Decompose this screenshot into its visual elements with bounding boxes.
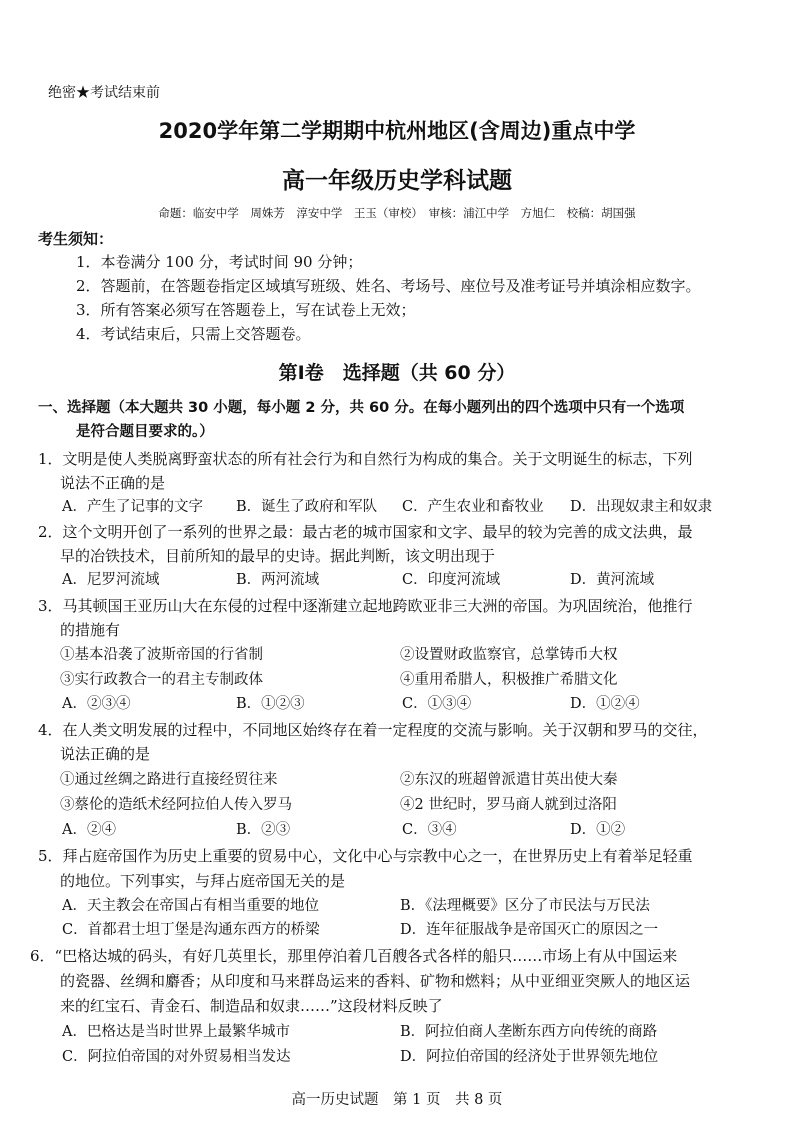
option-b: B．阿拉伯商人垄断东西方向传统的商路 (400, 1024, 658, 1040)
confidential-mark: 绝密★考试结束前 (48, 85, 160, 101)
option-c: C．产生农业和畜牧业 (402, 499, 544, 515)
option-a: A．巴格达是当时世界上最繁华城市 (62, 1024, 290, 1040)
option-c: C．印度河流域 (402, 572, 501, 588)
statement: ④2 世纪时，罗马商人就到过洛阳 (400, 797, 617, 813)
exam-subtitle: 高一年级历史学科试题 (282, 168, 512, 194)
option-b: B．②③ (236, 822, 291, 838)
option-b: B．两河流域 (236, 572, 320, 588)
question-text: 3．马其顿国王亚历山大在东侵的过程中逐渐建立起地跨欧亚非三大洲的帝国。为巩固统治，他推行 (38, 597, 693, 615)
notice-item: 1．本卷满分 100 分，考试时间 90 分钟； (76, 253, 363, 271)
question-text: 早的冶铁技术，目前所知的最早的史诗。据此判断，该文明出现于 (60, 547, 496, 565)
section-instruction: 一、选择题（本大题共 30 小题，每小题 2 分，共 60 分。在每小题列出的四个选项中只有一个选项 (38, 400, 685, 416)
question-text: 2．这个文明开创了一系列的世界之最：最古老的城市国家和文字、最早的较为完善的成文法典，最 (38, 523, 693, 541)
option-c: C．①③④ (402, 696, 472, 712)
option-d: D．黄河流域 (570, 572, 655, 588)
section-title: 第Ⅰ卷 选择题（共 60 分） (278, 362, 516, 384)
question-text: 的措施有 (60, 621, 121, 639)
option-b: B．①②③ (236, 696, 305, 712)
option-d: D．出现奴隶主和奴隶 (570, 499, 713, 515)
question-text: 5．拜占庭帝国作为历史上重要的贸易中心，文化中心与宗教中心之一，在世界历史上有着举足轻重 (38, 847, 693, 865)
section-instruction: 是符合题目要求的。） (76, 424, 214, 440)
question-text: 1．文明是使人类脱离野蛮状态的所有社会行为和自然行为构成的集合。关于文明诞生的标志，下列 (38, 450, 693, 468)
question-text: 来的红宝石、青金石、制造品和奴隶……”这段材料反映了 (60, 997, 443, 1015)
question-text: 的地位。下列事实，与拜占庭帝国无关的是 (60, 872, 346, 890)
question-text: 6．“巴格达城的码头，有好几英里长，那里停泊着几百艘各式各样的船只……市场上有从中国运来 (30, 947, 678, 965)
statement: ①基本沿袭了波斯帝国的行省制 (60, 647, 263, 663)
option-a: A．尼罗河流域 (62, 572, 160, 588)
statement: ③蔡伦的造纸术经阿拉伯人传入罗马 (60, 797, 292, 813)
notice-heading: 考生须知： (38, 230, 114, 248)
notice-item: 2．答题前，在答题卷指定区域填写班级、姓名、考场号、座位号及准考证号并填涂相应数字。 (76, 277, 701, 295)
option-c: C．③④ (402, 822, 457, 838)
notice-item: 3．所有答案必须写在答题卷上，写在试卷上无效； (76, 301, 416, 319)
option-c: C．阿拉伯帝国的对外贸易相当发达 (62, 1049, 291, 1065)
question-text: 说法正确的是 (60, 745, 151, 763)
statement: ②设置财政监察官，总掌铸币大权 (400, 647, 618, 663)
option-d: D．连年征服战争是帝国灭亡的原因之一 (400, 922, 659, 938)
option-a: A．②④ (62, 822, 116, 838)
option-d: D．阿拉伯帝国的经济处于世界领先地位 (400, 1049, 659, 1065)
option-b: B．《法理概要》区分了市民法与万民法 (400, 898, 650, 914)
exam-title: 2020学年第二学期期中杭州地区(含周边)重点中学 (158, 119, 636, 143)
option-a: A．产生了记事的文字 (62, 499, 203, 515)
credits-line: 命题：临安中学 周姝芳 淳安中学 王玉（审校） 审核：浦江中学 方旭仁 校稿：胡国强 (158, 206, 636, 220)
statement: ④重用希腊人，积极推广希腊文化 (400, 672, 618, 688)
statement: ①通过丝绸之路进行直接经贸往来 (60, 772, 278, 788)
question-text: 4．在人类文明发展的过程中，不同地区始终存在着一定程度的交流与影响。关于汉朝和罗马的交往， (38, 721, 708, 739)
option-d: D．①② (570, 822, 626, 838)
option-a: A．天主教会在帝国占有相当重要的地位 (62, 898, 319, 914)
option-a: A．②③④ (62, 696, 131, 712)
statement: ③实行政教合一的君主专制政体 (60, 672, 263, 688)
option-d: D．①②④ (570, 696, 640, 712)
question-text: 的瓷器、丝绸和麝香；从印度和马来群岛运来的香料、矿物和燃料；从中亚细亚突厥人的地区运 (60, 972, 691, 990)
notice-item: 4．考试结束后，只需上交答题卷。 (76, 325, 311, 343)
page-footer: 高一历史试题 第 1 页 共 8 页 (291, 1092, 503, 1108)
option-b: B．诞生了政府和军队 (236, 499, 378, 515)
statement: ②东汉的班超曾派遣甘英出使大秦 (400, 772, 618, 788)
option-c: C．首都君士坦丁堡是沟通东西方的桥梁 (62, 922, 320, 938)
question-text: 说法不正确的是 (60, 474, 166, 492)
